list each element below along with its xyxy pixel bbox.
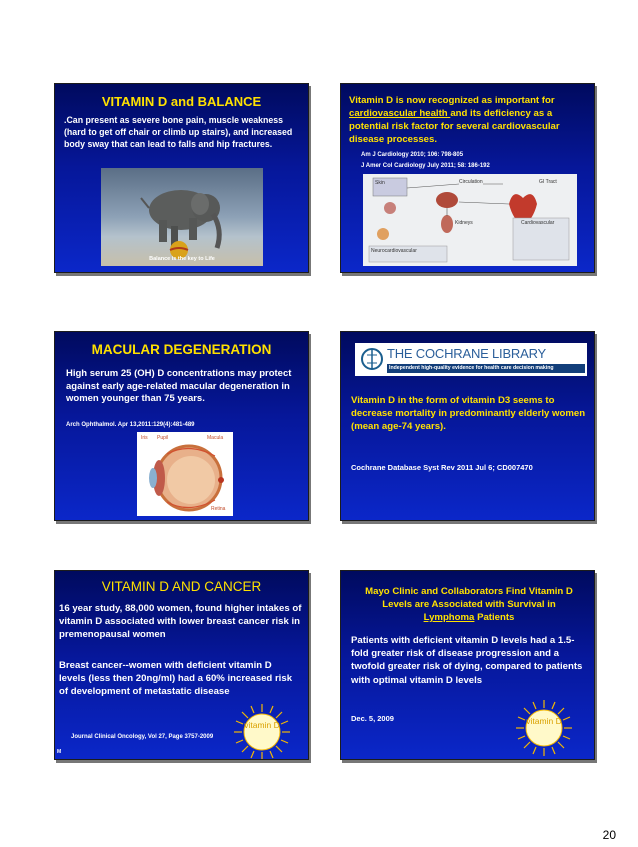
banner-title: THE COCHRANE LIBRARY: [387, 346, 547, 361]
slide-title: MACULAR DEGENERATION: [91, 342, 272, 357]
label-pupil: Pupil: [157, 435, 169, 441]
elephant-photo: [101, 168, 263, 266]
label-neurocardiovascular: Neurocardiovascular: [371, 248, 417, 254]
title-text: Vitamin D is now recognized as important for: [349, 95, 555, 106]
slide-body-1: 16 year study, 88,000 women, found higher intakes of vitamin D associated with lower breast cancer risk in premenopausal women: [59, 603, 302, 640]
slide-cochrane-library: [340, 331, 595, 521]
eye-anatomy-image: [137, 432, 233, 516]
reference-2: J Amer Col Cardiology July 2011; 58: 186-192: [361, 163, 490, 169]
slide-cardiovascular-health: [340, 83, 595, 273]
reference: Journal Clinical Oncology, Vol 27, Page 3757-2009: [71, 734, 214, 740]
slide-title: [349, 94, 589, 146]
title-text: Mayo Clinic and Collaborators Find Vitamin D Levels are Associated with Survival in: [365, 586, 573, 610]
title-text-end: Patients: [474, 612, 515, 623]
label-cardiovascular: Cardiovascular: [521, 220, 555, 226]
slide-title: [357, 585, 581, 624]
eye-cross-section-icon: [137, 432, 233, 516]
slide-vitamin-d-balance: [54, 83, 309, 273]
reference: Arch Ophthalmol. Apr 13,2011:129(4):481-489: [66, 422, 195, 428]
label-macula: Macula: [207, 435, 224, 441]
vitamin-d-sun: [515, 699, 573, 757]
sun-icon: [515, 699, 573, 757]
slide-body: Patients with deficient vitamin D levels had a 1.5-fold greater risk of disease progression and a twofold greater risk of dying, compared to patients with optimal vitamin D levels: [351, 635, 583, 686]
title-link-text: cardiovascular health: [349, 108, 451, 119]
slide-lymphoma-survival: [340, 570, 595, 760]
label-iris: Iris: [141, 435, 148, 441]
slide-title: VITAMIN D and BALANCE: [101, 94, 262, 109]
label-retina: Retina: [211, 506, 226, 512]
banner-subtitle: Independent high-quality evidence for health care decision making: [387, 364, 585, 373]
sun-icon: [233, 703, 291, 760]
label-gi-tract: GI Tract: [539, 179, 557, 185]
reference: Cochrane Database Syst Rev 2011 Jul 6; CD007470: [351, 463, 533, 472]
reference-1: Am J Cardiology 2010; 106: 798-805: [361, 152, 464, 158]
slide-body: High serum 25 (OH) D concentrations may protect against early age-related macular degeneration in women younger than 75 years.: [66, 368, 292, 405]
date: Dec. 5, 2009: [351, 714, 394, 723]
elephant-on-ball-icon: [101, 168, 263, 266]
corner-mark: M: [57, 749, 62, 755]
title-link-text: Lymphoma: [423, 612, 475, 623]
slide-title: VITAMIN D AND CANCER: [101, 579, 262, 594]
sun-label: vitamin D: [526, 716, 562, 726]
title-text-end: and its deficiency as a potential risk factor for several cardiovascular disease processes.: [349, 108, 560, 145]
label-circulation: Circulation: [459, 179, 483, 185]
image-caption: Balance is the key to Life: [149, 256, 215, 262]
cardiovascular-diagram: [363, 174, 577, 266]
cochrane-banner: [355, 343, 587, 376]
slide-vitamin-d-cancer: [54, 570, 309, 760]
label-kidneys: Kidneys: [455, 220, 473, 226]
slide-body: Vitamin D in the form of vitamin D3 seems to decrease mortality in predominantly elderly women (mean age-74 years).: [351, 395, 586, 432]
slide-macular-degeneration: [54, 331, 309, 521]
page-number: 20: [602, 828, 616, 842]
cochrane-logo-icon: [361, 345, 383, 373]
sun-label: vitamin D: [244, 720, 280, 730]
slide-body: .Can present as severe bone pain, muscle weakness (hard to get off chair or climb up stairs), and increased body sway that can lead to falls and hip fractures.: [64, 115, 293, 149]
label-skin: Skin: [375, 180, 385, 186]
vitamin-d-sun: [233, 703, 291, 760]
slide-body-2: Breast cancer--women with deficient vitamin D levels (less then 20ng/ml) had a 60% increased risk of development of metastatic disease: [59, 660, 293, 697]
